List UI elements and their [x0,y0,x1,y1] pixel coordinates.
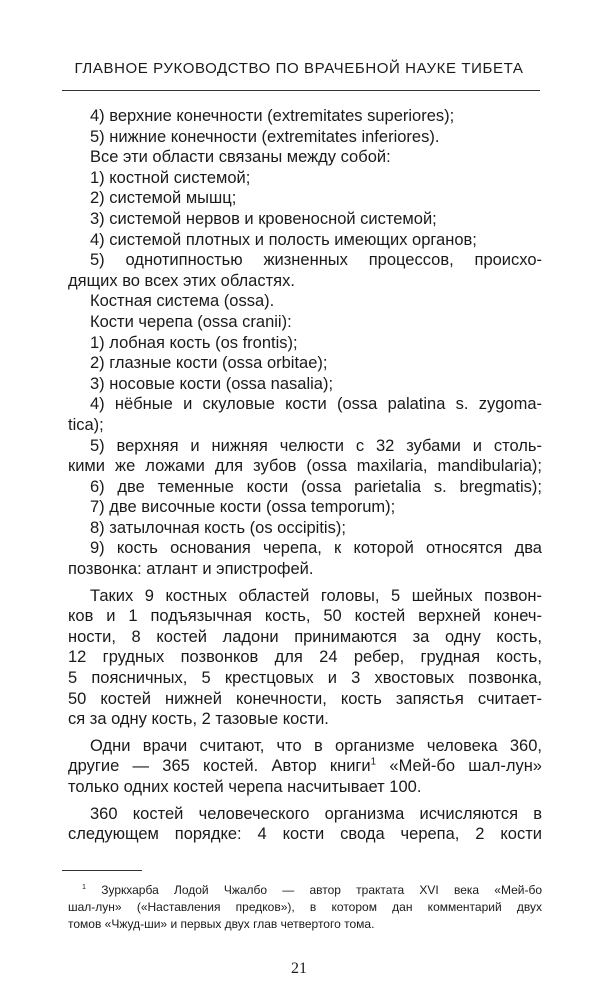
text-line: 1) костной системой; [90,168,251,187]
text-line: ся за одну кость, 2 тазовые кости. [68,710,329,729]
text-line: 3) носовые кости (ossa nasalia); [90,374,334,393]
text-line: Все эти области связаны между собой: [90,148,391,167]
page-number: 21 [291,960,307,977]
text-segment: «Мей-бо шал-лун» [389,757,542,776]
text-line: 2) глазные кости (ossa orbitae); [90,354,328,373]
text-line: только одних костей черепа насчитывает 100. [68,778,422,796]
text-line: следующем порядке: 4 кости свода черепа, 2 кости [68,825,542,844]
text-line: 3) системой нервов и кровеносной системой; [90,209,437,228]
text-line: кими же ложами для зубов (ossa maxilaria, mandibularia); [68,457,542,476]
text-line: ности, 8 костей ладони принимаются за одну кость, [68,627,542,646]
text-line: дящих во всех этих областях. [68,271,295,290]
text-line: 5) однотипностью жизненных процессов, происхо- [90,251,542,270]
text-line: Таких 9 костных областей головы, 5 шейных позвон- [90,586,542,605]
text-line: 4) нёбные и скуловые кости (ossa palatina s. zygoma- [90,395,542,414]
running-header: ГЛАВНОЕ РУКОВОДСТВО ПО ВРАЧЕБНОЙ НАУКЕ ТИБЕТА [74,60,524,77]
text-line: 5) верхняя и нижняя челюсти с 32 зубами и столь- [90,436,542,455]
text-segment: другие — 365 костей. Автор книги [68,757,371,776]
footnote-marker: 1 [370,756,377,768]
text-line: 360 костей человеческого организма исчисляются в [90,804,542,823]
footnote [68,882,542,933]
header-rule [62,90,540,91]
text-line: tica); [68,415,104,434]
text-line: 4) системой плотных и полость имеющих органов; [90,230,477,249]
text-line: 1) лобная кость (os frontis); [90,333,298,352]
footnote-line: томов «Чжуд-ши» и первых двух глав четвертого тома. [68,917,375,931]
footnote-rule [62,870,142,871]
text-line: 4) верхние конечности (extremitates superiores); [90,107,455,125]
text-line-with-footnote [68,756,542,777]
text-line: 12 грудных позвонков для 24 ребер, грудная кость, [68,648,542,667]
text-line: 8) затылочная кость (os occipitis); [90,518,346,537]
footnote-marker: 1 [82,882,86,891]
footnote-line [68,882,542,899]
text-line: позвонка: атлант и эпистрофей. [68,560,314,579]
text-line: 5) нижние конечности (extremitates inferiores). [90,127,440,146]
text-line: 6) две теменные кости (ossa parietalia s. bregmatis); [90,477,542,496]
text-line: 2) системой мышц; [90,189,237,208]
text-line: ков и 1 подъязычная кость, 50 костей верхней конеч- [68,607,542,626]
text-line: 7) две височные кости (ossa temporum); [90,498,396,517]
text-line: Одни врачи считают, что в организме человека 360, [90,736,542,755]
text-line: 5 поясничных, 5 крестцовых и 3 хвостовых позвонка, [68,669,542,688]
footnote-line: шал-лун» («Наставления предков»), в котором дан комментарий двух [68,900,542,914]
text-line: 9) кость основания черепа, к которой относятся два [90,539,542,558]
text-line: Кости черепа (ossa cranii): [90,312,292,331]
footnote-text: Зуркхарба Лодой Чжалбо — автор трактата XVI века «Мей-бо [101,883,542,897]
text-line: Костная система (ossa). [90,292,275,311]
text-line: 50 костей нижней конечности, кость запястья считает- [68,689,542,708]
main-text [68,106,542,845]
